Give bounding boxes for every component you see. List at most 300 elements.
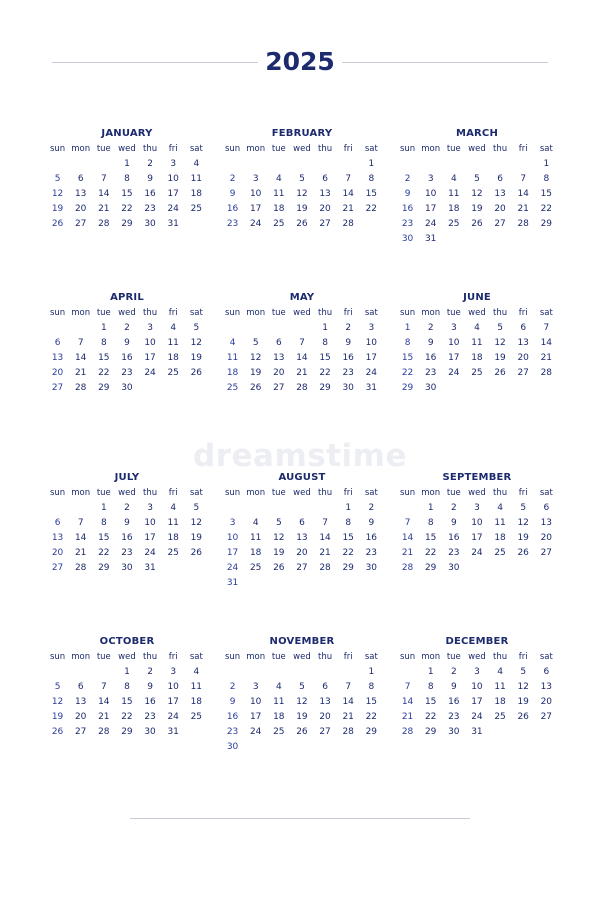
day-cell: 24 xyxy=(167,204,179,214)
day-cell: 22 xyxy=(424,712,437,722)
day-cell: 16 xyxy=(365,533,378,543)
month-grid xyxy=(221,486,383,591)
day-cell: 5 xyxy=(474,174,480,184)
day-cell: 1 xyxy=(124,159,130,169)
weekday-header-thu: thu xyxy=(493,144,508,154)
day-cell: 17 xyxy=(471,533,483,543)
weekday-header-wed: wed xyxy=(468,652,486,662)
day-cell: 11 xyxy=(471,338,483,348)
day-cell: 4 xyxy=(497,503,503,513)
day-cell: 22 xyxy=(342,548,354,558)
weekday-header-fri: fri xyxy=(518,488,528,498)
day-cell: 28 xyxy=(74,563,87,573)
weekday-header-sat: sat xyxy=(189,488,203,498)
year-title: 2025 xyxy=(265,47,335,76)
day-cell: 26 xyxy=(471,219,483,229)
day-cell: 6 xyxy=(322,174,328,184)
empty-cell xyxy=(267,665,290,680)
day-cell: 4 xyxy=(450,174,457,184)
empty-cell xyxy=(267,157,290,172)
weekday-header-mon: mon xyxy=(421,308,441,318)
month-grid xyxy=(46,306,208,396)
month-name: FEBRUARY xyxy=(271,128,333,139)
day-cell: 12 xyxy=(249,353,262,363)
day-cell: 17 xyxy=(167,189,179,199)
day-cell: 29 xyxy=(319,383,331,393)
day-cell: 11 xyxy=(167,338,179,348)
weekday-header-sun: sun xyxy=(49,308,66,318)
day-cell: 24 xyxy=(448,368,460,378)
day-cell: 7 xyxy=(77,338,84,348)
day-cell: 9 xyxy=(147,174,153,184)
day-cell: 8 xyxy=(404,338,411,348)
month-grid xyxy=(221,306,383,396)
day-cell: 23 xyxy=(144,204,156,214)
weekday-header-sun: sun xyxy=(224,488,241,498)
day-cell: 12 xyxy=(51,189,64,199)
day-cell: 25 xyxy=(226,383,239,393)
day-cell: 14 xyxy=(319,533,331,543)
day-cell: 2 xyxy=(450,667,457,677)
day-cell: 5 xyxy=(299,682,305,692)
day-cell: 28 xyxy=(342,219,354,229)
empty-cell xyxy=(396,157,419,172)
month-name: NOVEMBER xyxy=(269,636,335,647)
weekday-header-tue: tue xyxy=(446,308,461,318)
weekday-header-sun: sun xyxy=(399,652,416,662)
day-cell: 20 xyxy=(51,548,64,558)
day-cell: 15 xyxy=(319,353,331,363)
weekday-header-fri: fri xyxy=(343,144,353,154)
day-cell: 18 xyxy=(226,368,239,378)
weekday-header-thu: thu xyxy=(143,488,158,498)
day-cell: 21 xyxy=(74,548,87,558)
month-name: MAY xyxy=(289,292,315,303)
day-cell: 10 xyxy=(424,189,437,199)
day-cell: 24 xyxy=(144,368,156,378)
weekday-header-mon: mon xyxy=(421,652,441,662)
month-grid xyxy=(396,306,558,396)
day-cell: 26 xyxy=(190,368,203,378)
day-cell: 9 xyxy=(450,682,457,692)
day-cell: 12 xyxy=(471,189,483,199)
day-cell: 21 xyxy=(296,368,308,378)
day-cell: 3 xyxy=(229,518,236,528)
day-cell: 26 xyxy=(517,712,529,722)
day-cell: 1 xyxy=(124,667,130,677)
day-cell: 14 xyxy=(401,697,414,707)
empty-cell xyxy=(290,157,313,172)
day-cell: 27 xyxy=(540,712,553,722)
day-cell: 16 xyxy=(121,533,133,543)
day-cell: 7 xyxy=(345,682,352,692)
day-cell: 2 xyxy=(345,323,352,333)
day-cell: 20 xyxy=(296,548,308,558)
day-cell: 16 xyxy=(342,353,354,363)
day-cell: 5 xyxy=(54,174,61,184)
day-cell: 17 xyxy=(249,204,262,214)
day-cell: 28 xyxy=(517,219,529,229)
day-cell: 25 xyxy=(494,712,506,722)
day-cell: 2 xyxy=(404,174,411,184)
day-cell: 24 xyxy=(471,548,483,558)
day-cell: 15 xyxy=(98,533,110,543)
day-cell: 29 xyxy=(121,219,133,229)
day-cell: 10 xyxy=(249,697,262,707)
day-cell: 2 xyxy=(229,682,236,692)
weekday-header-thu: thu xyxy=(318,144,333,154)
month-name: SEPTEMBER xyxy=(442,472,512,483)
day-cell: 16 xyxy=(424,353,437,363)
day-cell: 1 xyxy=(100,503,107,513)
empty-cell xyxy=(337,157,360,172)
day-cell: 6 xyxy=(497,174,503,184)
weekday-header-sun: sun xyxy=(224,652,241,662)
day-cell: 1 xyxy=(543,159,550,169)
day-cell: 25 xyxy=(190,712,203,722)
day-cell: 11 xyxy=(273,189,285,199)
day-cell: 31 xyxy=(226,578,239,588)
day-cell: 29 xyxy=(365,727,378,737)
day-cell: 1 xyxy=(404,323,411,333)
weekday-header-wed: wed xyxy=(293,308,311,318)
day-cell: 18 xyxy=(494,697,506,707)
day-cell: 20 xyxy=(540,533,553,543)
day-cell: 3 xyxy=(147,323,153,333)
weekday-header-sun: sun xyxy=(49,144,66,154)
weekday-header-sat: sat xyxy=(189,308,203,318)
day-cell: 11 xyxy=(494,518,506,528)
day-cell: 10 xyxy=(249,189,262,199)
day-cell: 7 xyxy=(100,174,107,184)
day-cell: 11 xyxy=(273,697,285,707)
day-cell: 9 xyxy=(124,338,130,348)
day-cell: 24 xyxy=(226,563,239,573)
day-cell: 26 xyxy=(51,727,64,737)
month-name: MARCH xyxy=(455,128,499,139)
month-october xyxy=(46,634,208,740)
day-cell: 1 xyxy=(368,159,375,169)
weekday-header-sun: sun xyxy=(399,144,416,154)
empty-cell xyxy=(46,321,69,336)
weekday-header-thu: thu xyxy=(318,488,333,498)
weekday-header-sun: sun xyxy=(224,308,241,318)
day-cell: 23 xyxy=(365,548,378,558)
day-cell: 21 xyxy=(319,548,331,558)
day-cell: 10 xyxy=(144,338,156,348)
day-cell: 26 xyxy=(249,383,262,393)
day-cell: 4 xyxy=(497,667,503,677)
empty-cell xyxy=(244,665,267,680)
day-cell: 30 xyxy=(342,383,354,393)
day-cell: 6 xyxy=(77,174,84,184)
day-cell: 27 xyxy=(296,563,308,573)
day-cell: 21 xyxy=(540,353,553,363)
day-cell: 23 xyxy=(226,727,239,737)
day-cell: 21 xyxy=(342,712,354,722)
weekday-header-sat: sat xyxy=(189,144,203,154)
day-cell: 20 xyxy=(74,712,87,722)
month-march xyxy=(396,126,558,247)
month-name: AUGUST xyxy=(278,472,326,483)
day-cell: 29 xyxy=(98,563,110,573)
day-cell: 5 xyxy=(520,503,527,513)
weekday-header-wed: wed xyxy=(293,144,311,154)
day-cell: 27 xyxy=(273,383,285,393)
day-cell: 20 xyxy=(273,368,285,378)
day-cell: 23 xyxy=(121,548,133,558)
day-cell: 21 xyxy=(517,204,529,214)
day-cell: 28 xyxy=(401,563,414,573)
day-cell: 2 xyxy=(124,323,130,333)
day-cell: 7 xyxy=(520,174,527,184)
day-cell: 10 xyxy=(365,338,378,348)
empty-cell xyxy=(221,157,244,172)
watermark: dreamstime xyxy=(193,438,407,474)
month-grid xyxy=(396,142,558,247)
day-cell: 28 xyxy=(401,727,414,737)
day-cell: 3 xyxy=(474,667,480,677)
day-cell: 17 xyxy=(144,533,156,543)
day-cell: 14 xyxy=(74,353,87,363)
day-cell: 7 xyxy=(345,174,352,184)
day-cell: 23 xyxy=(144,712,156,722)
day-cell: 13 xyxy=(540,518,553,528)
day-cell: 19 xyxy=(190,353,203,363)
day-cell: 31 xyxy=(365,383,378,393)
day-cell: 3 xyxy=(427,174,434,184)
day-cell: 20 xyxy=(74,204,87,214)
weekday-header-fri: fri xyxy=(518,652,528,662)
day-cell: 30 xyxy=(365,563,378,573)
day-cell: 3 xyxy=(368,323,375,333)
day-cell: 2 xyxy=(147,159,153,169)
day-cell: 14 xyxy=(98,697,110,707)
weekday-header-fri: fri xyxy=(168,308,178,318)
month-august xyxy=(221,470,383,591)
day-cell: 23 xyxy=(424,368,437,378)
month-may xyxy=(221,290,383,396)
day-cell: 28 xyxy=(540,368,553,378)
day-cell: 29 xyxy=(540,219,553,229)
day-cell: 21 xyxy=(342,204,354,214)
day-cell: 19 xyxy=(249,368,262,378)
day-cell: 18 xyxy=(167,533,179,543)
weekday-header-mon: mon xyxy=(71,144,91,154)
day-cell: 22 xyxy=(121,712,133,722)
day-cell: 8 xyxy=(427,682,434,692)
day-cell: 4 xyxy=(170,323,177,333)
day-cell: 14 xyxy=(98,189,110,199)
day-cell: 13 xyxy=(319,189,331,199)
day-cell: 15 xyxy=(98,353,110,363)
day-cell: 22 xyxy=(319,368,331,378)
month-name: OCTOBER xyxy=(99,636,155,647)
day-cell: 25 xyxy=(448,219,460,229)
empty-cell xyxy=(69,665,92,680)
day-cell: 15 xyxy=(401,353,414,363)
day-cell: 4 xyxy=(193,159,200,169)
empty-cell xyxy=(290,665,313,680)
day-cell: 14 xyxy=(296,353,308,363)
day-cell: 7 xyxy=(404,518,411,528)
day-cell: 5 xyxy=(193,323,200,333)
day-cell: 16 xyxy=(226,712,239,722)
day-cell: 18 xyxy=(273,204,285,214)
day-cell: 1 xyxy=(427,667,434,677)
month-september xyxy=(396,470,558,576)
weekday-header-mon: mon xyxy=(246,308,266,318)
weekday-header-fri: fri xyxy=(168,652,178,662)
day-cell: 8 xyxy=(345,518,352,528)
weekday-header-sat: sat xyxy=(189,652,203,662)
footer-rule xyxy=(130,818,470,819)
day-cell: 25 xyxy=(167,548,179,558)
day-cell: 10 xyxy=(471,518,483,528)
empty-cell xyxy=(221,321,244,336)
month-grid xyxy=(221,142,383,232)
day-cell: 30 xyxy=(401,234,414,244)
day-cell: 6 xyxy=(77,682,84,692)
day-cell: 14 xyxy=(401,533,414,543)
day-cell: 4 xyxy=(170,503,177,513)
day-cell: 13 xyxy=(74,697,87,707)
empty-cell xyxy=(244,321,267,336)
day-cell: 22 xyxy=(401,368,414,378)
day-cell: 16 xyxy=(401,204,414,214)
month-grid xyxy=(396,486,558,576)
day-cell: 25 xyxy=(494,548,506,558)
empty-cell xyxy=(244,157,267,172)
day-cell: 4 xyxy=(193,667,200,677)
weekday-header-tue: tue xyxy=(271,652,286,662)
day-cell: 21 xyxy=(98,204,110,214)
day-cell: 17 xyxy=(365,353,378,363)
day-cell: 26 xyxy=(51,219,64,229)
day-cell: 13 xyxy=(494,189,506,199)
weekday-header-sat: sat xyxy=(364,488,378,498)
day-cell: 9 xyxy=(450,518,457,528)
day-cell: 29 xyxy=(342,563,354,573)
day-cell: 12 xyxy=(517,518,529,528)
day-cell: 8 xyxy=(368,682,375,692)
day-cell: 8 xyxy=(124,682,130,692)
day-cell: 29 xyxy=(424,727,437,737)
day-cell: 10 xyxy=(167,174,179,184)
day-cell: 3 xyxy=(147,503,153,513)
day-cell: 10 xyxy=(167,682,179,692)
day-cell: 15 xyxy=(121,697,133,707)
day-cell: 1 xyxy=(100,323,107,333)
day-cell: 22 xyxy=(121,204,133,214)
day-cell: 14 xyxy=(517,189,529,199)
day-cell: 16 xyxy=(121,353,133,363)
day-cell: 23 xyxy=(401,219,414,229)
day-cell: 3 xyxy=(252,174,259,184)
empty-cell xyxy=(314,157,337,172)
month-grid xyxy=(46,142,208,232)
day-cell: 2 xyxy=(147,667,153,677)
day-cell: 28 xyxy=(342,727,354,737)
month-december xyxy=(396,634,558,740)
day-cell: 24 xyxy=(144,548,156,558)
day-cell: 24 xyxy=(365,368,378,378)
empty-cell xyxy=(396,501,419,516)
weekday-header-sat: sat xyxy=(539,488,553,498)
day-cell: 13 xyxy=(74,189,87,199)
empty-cell xyxy=(221,501,244,516)
empty-cell xyxy=(512,157,535,172)
day-cell: 8 xyxy=(368,174,375,184)
day-cell: 30 xyxy=(226,742,239,752)
day-cell: 15 xyxy=(540,189,553,199)
day-cell: 9 xyxy=(427,338,434,348)
day-cell: 5 xyxy=(299,174,305,184)
empty-cell xyxy=(290,321,313,336)
day-cell: 27 xyxy=(319,219,331,229)
weekday-header-mon: mon xyxy=(71,308,91,318)
empty-cell xyxy=(314,501,337,516)
weekday-header-fri: fri xyxy=(168,144,178,154)
weekday-header-thu: thu xyxy=(318,652,333,662)
day-cell: 8 xyxy=(427,518,434,528)
weekday-header-mon: mon xyxy=(71,652,91,662)
day-cell: 7 xyxy=(543,323,550,333)
weekday-header-thu: thu xyxy=(493,488,508,498)
empty-cell xyxy=(92,665,115,680)
day-cell: 10 xyxy=(471,682,483,692)
empty-cell xyxy=(69,321,92,336)
day-cell: 20 xyxy=(51,368,64,378)
day-cell: 16 xyxy=(226,204,239,214)
day-cell: 29 xyxy=(98,383,110,393)
day-cell: 23 xyxy=(448,548,460,558)
day-cell: 27 xyxy=(51,563,64,573)
header-rule-left xyxy=(52,62,258,63)
day-cell: 27 xyxy=(517,368,529,378)
day-cell: 27 xyxy=(74,219,87,229)
weekday-header-tue: tue xyxy=(96,652,111,662)
day-cell: 4 xyxy=(275,174,282,184)
weekday-header-sat: sat xyxy=(539,308,553,318)
day-cell: 11 xyxy=(167,518,179,528)
day-cell: 9 xyxy=(229,697,236,707)
month-grid xyxy=(46,486,208,576)
day-cell: 19 xyxy=(296,204,308,214)
day-cell: 2 xyxy=(427,323,434,333)
day-cell: 24 xyxy=(249,219,262,229)
weekday-header-wed: wed xyxy=(293,652,311,662)
empty-cell xyxy=(69,157,92,172)
empty-cell xyxy=(314,665,337,680)
weekday-header-thu: thu xyxy=(493,652,508,662)
day-cell: 6 xyxy=(275,338,282,348)
day-cell: 24 xyxy=(471,712,483,722)
day-cell: 10 xyxy=(448,338,460,348)
empty-cell xyxy=(244,501,267,516)
day-cell: 7 xyxy=(404,682,411,692)
weekday-header-thu: thu xyxy=(143,144,158,154)
weekday-header-fri: fri xyxy=(518,144,528,154)
day-cell: 2 xyxy=(450,503,457,513)
day-cell: 28 xyxy=(319,563,331,573)
day-cell: 25 xyxy=(471,368,483,378)
day-cell: 18 xyxy=(190,697,203,707)
day-cell: 11 xyxy=(494,682,506,692)
day-cell: 3 xyxy=(170,667,177,677)
day-cell: 29 xyxy=(121,727,133,737)
weekday-header-wed: wed xyxy=(118,144,136,154)
